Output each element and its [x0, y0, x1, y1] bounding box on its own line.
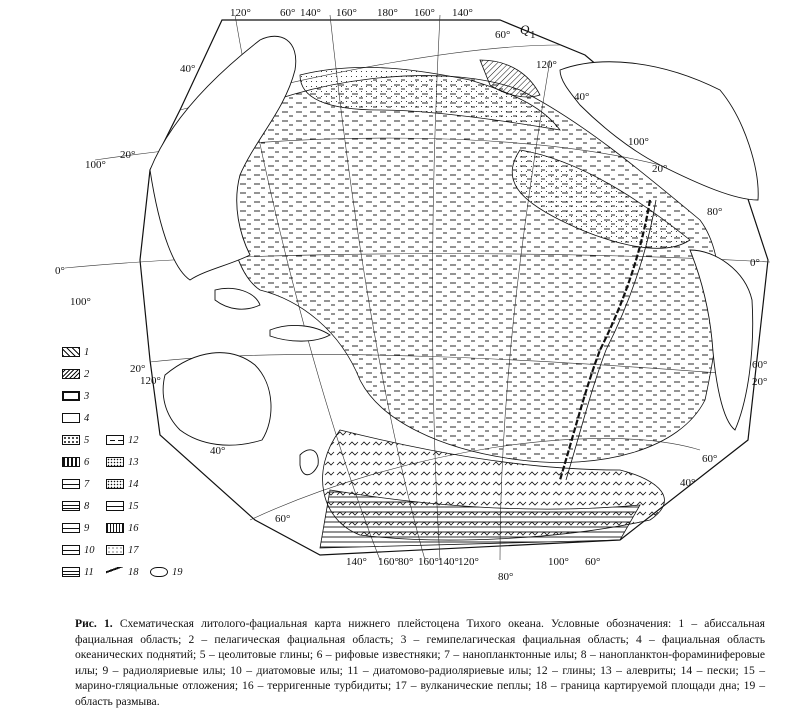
legend-number: 7 — [84, 478, 90, 490]
legend-swatch — [106, 479, 124, 489]
deg-label: 20° — [130, 363, 146, 375]
legend-swatch — [106, 523, 124, 533]
legend-item — [106, 521, 139, 535]
legend-swatch — [62, 391, 80, 401]
legend-item — [62, 367, 89, 381]
legend-swatch — [62, 413, 80, 423]
deg-label: 60° — [702, 453, 718, 465]
legend-swatch — [106, 435, 124, 445]
legend-item — [106, 565, 139, 579]
deg-label: 120° — [140, 375, 161, 387]
deg-label: 120° — [536, 59, 557, 71]
legend-number: 4 — [84, 412, 90, 424]
deg-label: 80° — [398, 556, 414, 568]
legend-swatch — [62, 545, 80, 555]
legend-number: 2 — [84, 368, 90, 380]
deg-label: 0° — [55, 265, 65, 277]
corner-label-subscript: 1 — [530, 29, 536, 41]
legend-swatch — [62, 567, 80, 577]
legend-swatch — [62, 369, 80, 379]
legend-number: 1 — [84, 346, 90, 358]
deg-label: 40° — [680, 477, 696, 489]
deg-label: 0° — [750, 257, 760, 269]
deg-label: 160° — [378, 556, 399, 568]
legend-item — [62, 565, 94, 579]
deg-label: 140° — [438, 556, 459, 568]
legend-swatch — [150, 567, 168, 577]
legend-item — [150, 565, 183, 579]
legend-swatch — [106, 501, 124, 511]
legend-number: 5 — [84, 434, 90, 446]
legend-number: 6 — [84, 456, 90, 468]
legend-number: 10 — [84, 544, 95, 556]
legend-number: 11 — [84, 566, 94, 578]
legend-number: 3 — [84, 390, 90, 402]
legend-number: 13 — [128, 456, 139, 468]
legend-number: 17 — [128, 544, 139, 556]
deg-label: 20° — [652, 163, 668, 175]
legend-item — [62, 499, 89, 513]
deg-label: 120° — [458, 556, 479, 568]
deg-label: 60° — [585, 556, 601, 568]
legend-number: 12 — [128, 434, 139, 446]
legend-number: 15 — [128, 500, 139, 512]
deg-label: 140° — [452, 7, 473, 19]
legend-swatch — [62, 435, 80, 445]
legend-number: 9 — [84, 522, 90, 534]
deg-label: 160° — [418, 556, 439, 568]
legend-swatch — [106, 545, 124, 555]
deg-label: 60° — [280, 7, 296, 19]
deg-label: 100° — [548, 556, 569, 568]
deg-label: 60° — [275, 513, 291, 525]
legend-item — [62, 455, 89, 469]
figure-caption-text: Схематическая литолого-фациальная карта нижнего плейстоцена Тихого океана. Условные обозначения: 1 – абиссальная фациальная область; 2 – пелагическая фациальная область; 3 – гемипелагическая фациальная область; 4 – фациальная область океанических поднятий; 5 – цеолитовые глины; 6 – рифовые известняки; 7 – нанопланктонные илы; 8 – нанопланктон-фораминиферовые илы; 9 – радиоляриевые илы; 10 – диатомовые илы; 11 – диатомово-радиоляриевые илы; 12 – глины; 13 – алевриты; 14 – пески; 15 – марино-гляциальные отложения; 16 – терригенные турбидиты; 17 – вулканические пеплы; 18 – граница картируемой площади дна; 19 – область размыва. — [75, 617, 765, 708]
deg-label: 100° — [85, 159, 106, 171]
legend — [62, 345, 232, 590]
legend-item — [106, 455, 139, 469]
deg-label: 20° — [120, 149, 136, 161]
legend-swatch — [62, 479, 80, 489]
legend-number: 8 — [84, 500, 90, 512]
deg-label: 100° — [628, 136, 649, 148]
legend-item — [62, 389, 89, 403]
legend-number: 18 — [128, 566, 139, 578]
legend-number: 19 — [172, 566, 183, 578]
deg-label: 20° — [752, 376, 768, 388]
deg-label: 40° — [180, 63, 196, 75]
deg-label: 140° — [300, 7, 321, 19]
legend-item — [62, 521, 89, 535]
figure-caption-label: Рис. 1. — [75, 617, 113, 630]
deg-label: 60° — [752, 359, 768, 371]
deg-label: 180° — [377, 7, 398, 19]
degree-labels-top — [230, 7, 473, 19]
legend-number: 14 — [128, 478, 139, 490]
legend-item — [106, 477, 139, 491]
deg-label: 160° — [336, 7, 357, 19]
legend-swatch — [106, 457, 124, 467]
deg-label: 40° — [210, 445, 226, 457]
legend-item — [62, 477, 89, 491]
legend-item — [106, 543, 139, 557]
legend-item — [62, 433, 89, 447]
legend-swatch — [106, 567, 124, 577]
deg-label: 120° — [230, 7, 251, 19]
legend-item — [62, 345, 89, 359]
legend-swatch — [62, 347, 80, 357]
deg-label: 100° — [70, 296, 91, 308]
corner-label: Q — [520, 22, 530, 37]
legend-number: 16 — [128, 522, 139, 534]
legend-item — [62, 411, 89, 425]
legend-item — [106, 433, 139, 447]
legend-item — [106, 499, 139, 513]
deg-label: 140° — [346, 556, 367, 568]
legend-swatch — [62, 523, 80, 533]
legend-swatch — [62, 457, 80, 467]
legend-item — [62, 543, 95, 557]
deg-label: 160° — [414, 7, 435, 19]
deg-label: 40° — [574, 91, 590, 103]
deg-label: 60° — [495, 29, 511, 41]
deg-label: 80° — [707, 206, 723, 218]
figure-caption — [75, 616, 765, 709]
deg-label: 80° — [498, 571, 514, 583]
legend-swatch — [62, 501, 80, 511]
